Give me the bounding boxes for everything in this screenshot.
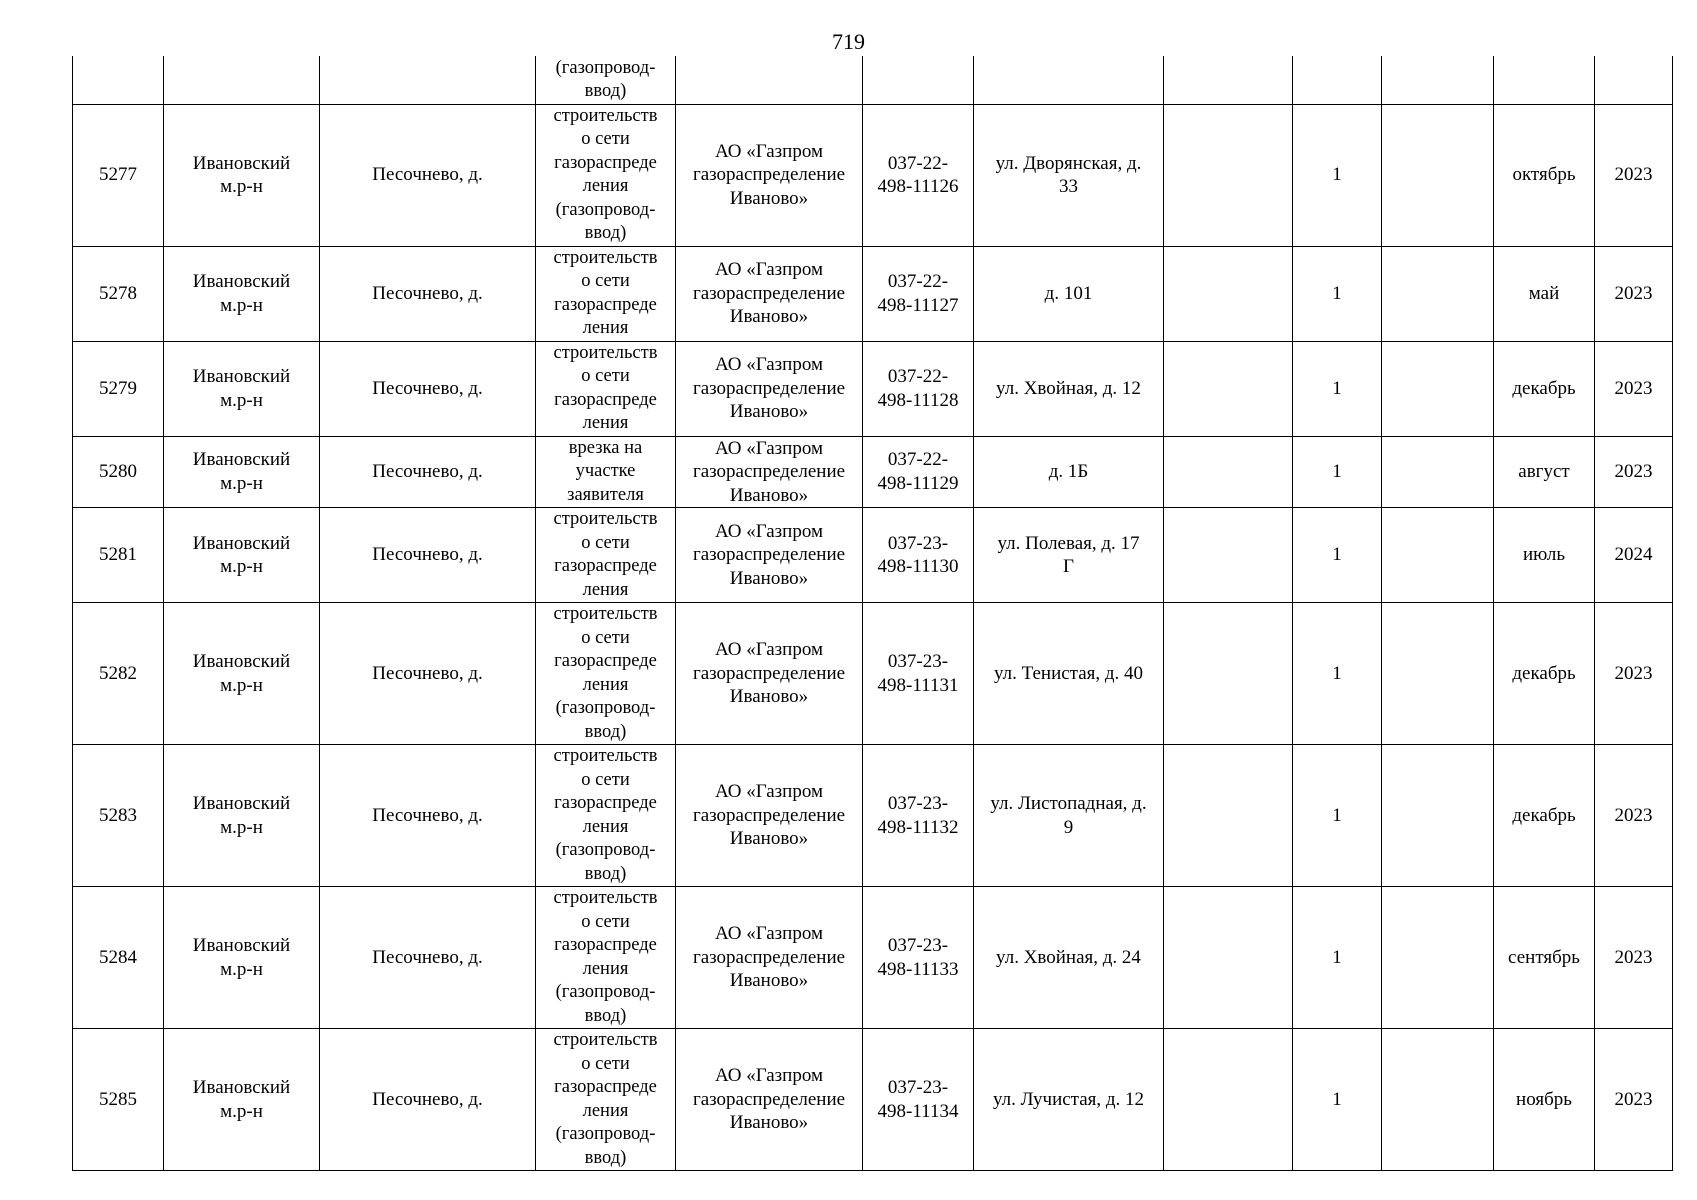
table-row bbox=[73, 603, 1673, 745]
cell-work-type: строительств о сети газораспреде ления bbox=[536, 508, 676, 603]
cell-organization: АО «Газпром газораспределение Иваново» bbox=[676, 341, 863, 436]
cell-empty bbox=[1164, 745, 1293, 887]
cell-district: Ивановский м.р-н bbox=[164, 603, 320, 745]
cell-year: 2023 bbox=[1595, 1029, 1673, 1171]
cell-address: ул. Тенистая, д. 40 bbox=[974, 603, 1164, 745]
cell-number: 5280 bbox=[73, 436, 164, 508]
cell-year: 2023 bbox=[1595, 246, 1673, 341]
cell-month: август bbox=[1494, 436, 1595, 508]
cell-work-type: строительств о сети газораспреде ления (газопровод- ввод) bbox=[536, 603, 676, 745]
cell-year: 2024 bbox=[1595, 508, 1673, 603]
cell-month: май bbox=[1494, 246, 1595, 341]
cell-locality: Песочнево, д. bbox=[320, 887, 536, 1029]
cell-district: Ивановский м.р-н bbox=[164, 104, 320, 246]
cell-work-type: (газопровод- ввод) bbox=[536, 56, 676, 104]
cell-number: 5285 bbox=[73, 1029, 164, 1171]
cell-work-type: строительств о сети газораспреде ления (газопровод- ввод) bbox=[536, 745, 676, 887]
cell-district: Ивановский м.р-н bbox=[164, 508, 320, 603]
cell-empty bbox=[1164, 246, 1293, 341]
cell-locality: Песочнево, д. bbox=[320, 745, 536, 887]
cell-district: Ивановский м.р-н bbox=[164, 246, 320, 341]
cell-year: 2023 bbox=[1595, 104, 1673, 246]
cell-locality: Песочнево, д. bbox=[320, 508, 536, 603]
cell-quantity: 1 bbox=[1293, 341, 1382, 436]
cell-empty bbox=[863, 56, 974, 104]
cell-empty bbox=[1382, 104, 1494, 246]
cell-quantity: 1 bbox=[1293, 745, 1382, 887]
cell-number: 5284 bbox=[73, 887, 164, 1029]
cell-work-type: строительств о сети газораспреде ления bbox=[536, 246, 676, 341]
cell-number: 5277 bbox=[73, 104, 164, 246]
cell-address: ул. Полевая, д. 17 Г bbox=[974, 508, 1164, 603]
cell-address: д. 1Б bbox=[974, 436, 1164, 508]
cell-locality: Песочнево, д. bbox=[320, 1029, 536, 1171]
cell-work-type: врезка на участке заявителя bbox=[536, 436, 676, 508]
registry-table bbox=[72, 56, 1673, 1171]
cell-empty bbox=[1164, 887, 1293, 1029]
cell-empty bbox=[1164, 436, 1293, 508]
cell-locality: Песочнево, д. bbox=[320, 246, 536, 341]
cell-organization: АО «Газпром газораспределение Иваново» bbox=[676, 1029, 863, 1171]
cell-code: 037-23- 498-11133 bbox=[863, 887, 974, 1029]
cell-empty bbox=[320, 56, 536, 104]
cell-empty bbox=[974, 56, 1164, 104]
cell-year: 2023 bbox=[1595, 436, 1673, 508]
cell-district: Ивановский м.р-н bbox=[164, 436, 320, 508]
cell-address: ул. Лучистая, д. 12 bbox=[974, 1029, 1164, 1171]
cell-year: 2023 bbox=[1595, 887, 1673, 1029]
cell-empty bbox=[1595, 56, 1673, 104]
cell-district: Ивановский м.р-н bbox=[164, 887, 320, 1029]
cell-number: 5281 bbox=[73, 508, 164, 603]
table-row bbox=[73, 341, 1673, 436]
cell-work-type: строительств о сети газораспреде ления bbox=[536, 341, 676, 436]
cell-number: 5282 bbox=[73, 603, 164, 745]
cell-code: 037-22- 498-11127 bbox=[863, 246, 974, 341]
cell-month: октябрь bbox=[1494, 104, 1595, 246]
cell-code: 037-23- 498-11131 bbox=[863, 603, 974, 745]
cell-empty bbox=[1494, 56, 1595, 104]
cell-empty bbox=[1382, 341, 1494, 436]
cell-work-type: строительств о сети газораспреде ления (газопровод- ввод) bbox=[536, 887, 676, 1029]
cell-organization: АО «Газпром газораспределение Иваново» bbox=[676, 508, 863, 603]
table-row bbox=[73, 1029, 1673, 1171]
cell-organization: АО «Газпром газораспределение Иваново» bbox=[676, 436, 863, 508]
cell-empty bbox=[1382, 887, 1494, 1029]
cell-year: 2023 bbox=[1595, 603, 1673, 745]
cell-quantity: 1 bbox=[1293, 887, 1382, 1029]
cell-code: 037-22- 498-11129 bbox=[863, 436, 974, 508]
cell-quantity: 1 bbox=[1293, 246, 1382, 341]
cell-organization: АО «Газпром газораспределение Иваново» bbox=[676, 104, 863, 246]
cell-district: Ивановский м.р-н bbox=[164, 341, 320, 436]
cell-district: Ивановский м.р-н bbox=[164, 1029, 320, 1171]
cell-empty bbox=[1382, 508, 1494, 603]
cell-month: сентябрь bbox=[1494, 887, 1595, 1029]
cell-address: ул. Листопадная, д. 9 bbox=[974, 745, 1164, 887]
table-row bbox=[73, 436, 1673, 508]
table-row-continued bbox=[73, 56, 1673, 104]
cell-month: ноябрь bbox=[1494, 1029, 1595, 1171]
table-row bbox=[73, 887, 1673, 1029]
cell-month: декабрь bbox=[1494, 341, 1595, 436]
cell-month: декабрь bbox=[1494, 745, 1595, 887]
cell-empty bbox=[1382, 1029, 1494, 1171]
cell-month: июль bbox=[1494, 508, 1595, 603]
cell-empty bbox=[1382, 436, 1494, 508]
cell-locality: Песочнево, д. bbox=[320, 104, 536, 246]
cell-code: 037-23- 498-11134 bbox=[863, 1029, 974, 1171]
cell-organization: АО «Газпром газораспределение Иваново» bbox=[676, 603, 863, 745]
cell-address: ул. Дворянская, д. 33 bbox=[974, 104, 1164, 246]
cell-code: 037-23- 498-11132 bbox=[863, 745, 974, 887]
cell-code: 037-22- 498-11128 bbox=[863, 341, 974, 436]
cell-locality: Песочнево, д. bbox=[320, 603, 536, 745]
cell-empty bbox=[1164, 1029, 1293, 1171]
cell-address: ул. Хвойная, д. 12 bbox=[974, 341, 1164, 436]
cell-address: д. 101 bbox=[974, 246, 1164, 341]
table-row bbox=[73, 104, 1673, 246]
cell-empty bbox=[1382, 56, 1494, 104]
cell-quantity: 1 bbox=[1293, 104, 1382, 246]
cell-locality: Песочнево, д. bbox=[320, 341, 536, 436]
cell-organization: АО «Газпром газораспределение Иваново» bbox=[676, 887, 863, 1029]
table-row bbox=[73, 745, 1673, 887]
cell-work-type: строительств о сети газораспреде ления (газопровод- ввод) bbox=[536, 104, 676, 246]
cell-empty bbox=[676, 56, 863, 104]
cell-district: Ивановский м.р-н bbox=[164, 745, 320, 887]
cell-work-type: строительств о сети газораспреде ления (газопровод- ввод) bbox=[536, 1029, 676, 1171]
cell-quantity: 1 bbox=[1293, 603, 1382, 745]
cell-quantity: 1 bbox=[1293, 436, 1382, 508]
table-row bbox=[73, 508, 1673, 603]
cell-quantity: 1 bbox=[1293, 508, 1382, 603]
cell-month: декабрь bbox=[1494, 603, 1595, 745]
cell-number: 5278 bbox=[73, 246, 164, 341]
table-row bbox=[73, 246, 1673, 341]
cell-empty bbox=[1164, 508, 1293, 603]
cell-address: ул. Хвойная, д. 24 bbox=[974, 887, 1164, 1029]
cell-code: 037-22- 498-11126 bbox=[863, 104, 974, 246]
page-number: 719 bbox=[832, 29, 865, 54]
cell-empty bbox=[1164, 104, 1293, 246]
cell-code: 037-23- 498-11130 bbox=[863, 508, 974, 603]
cell-organization: АО «Газпром газораспределение Иваново» bbox=[676, 745, 863, 887]
cell-empty bbox=[1164, 603, 1293, 745]
cell-organization: АО «Газпром газораспределение Иваново» bbox=[676, 246, 863, 341]
cell-empty bbox=[1293, 56, 1382, 104]
cell-year: 2023 bbox=[1595, 341, 1673, 436]
cell-number: 5279 bbox=[73, 341, 164, 436]
cell-empty bbox=[1164, 341, 1293, 436]
cell-empty bbox=[1382, 745, 1494, 887]
cell-quantity: 1 bbox=[1293, 1029, 1382, 1171]
cell-empty bbox=[1382, 246, 1494, 341]
cell-year: 2023 bbox=[1595, 745, 1673, 887]
cell-empty bbox=[164, 56, 320, 104]
cell-number: 5283 bbox=[73, 745, 164, 887]
cell-empty bbox=[1164, 56, 1293, 104]
cell-empty bbox=[73, 56, 164, 104]
cell-empty bbox=[1382, 603, 1494, 745]
cell-locality: Песочнево, д. bbox=[320, 436, 536, 508]
